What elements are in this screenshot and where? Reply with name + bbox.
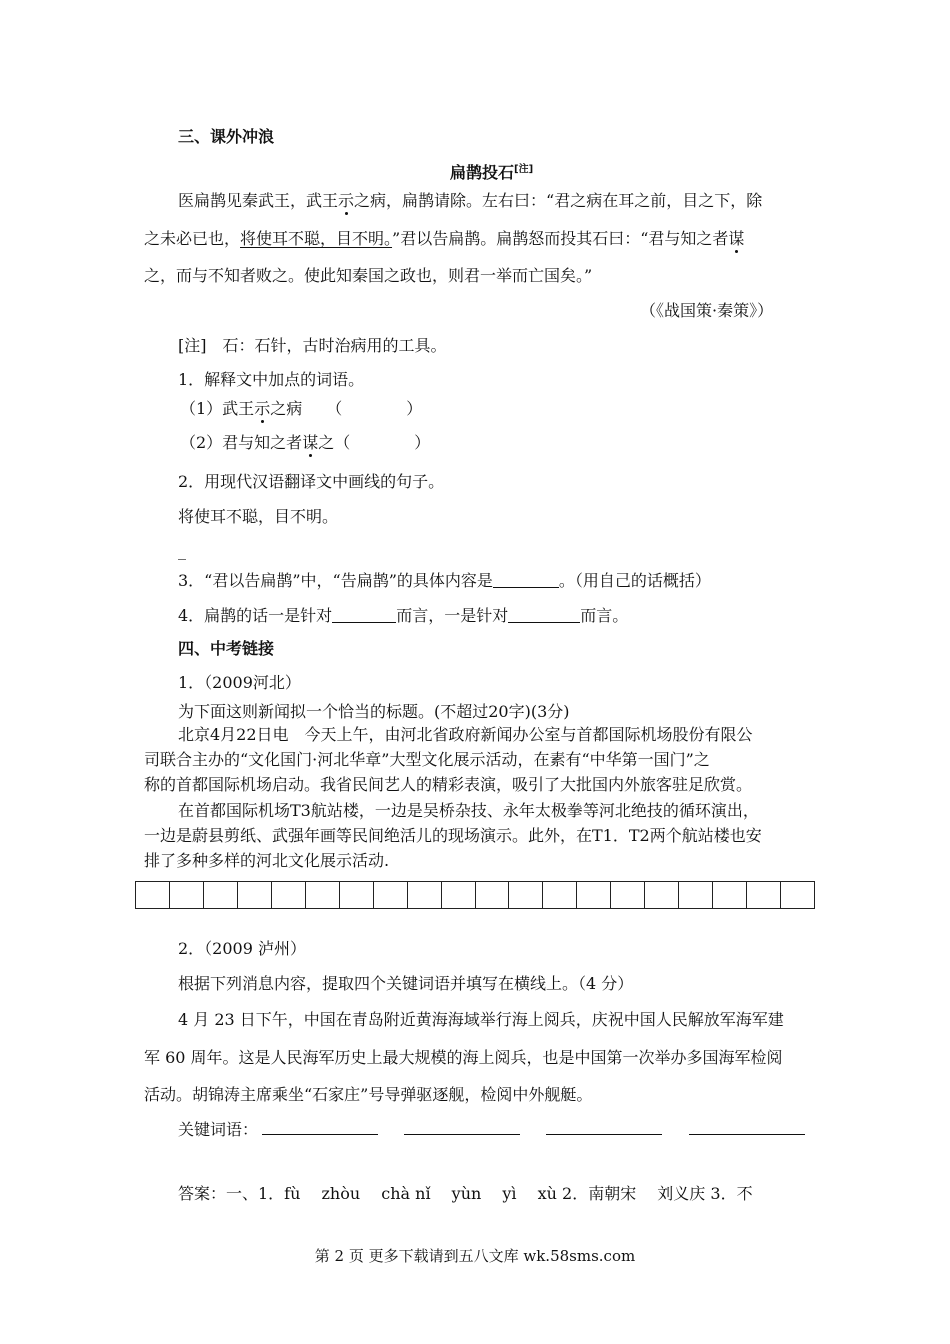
dotted-word-shi: 示 [338, 191, 355, 210]
grid-cell[interactable] [645, 882, 679, 908]
dotted-word-shi: 示 [254, 399, 271, 418]
grid-cell[interactable] [476, 882, 510, 908]
question-text: 。（用自己的话概括） [558, 571, 711, 590]
grid-cell[interactable] [713, 882, 747, 908]
passage-text: ”君以告扁鹊。扁鹊怒而投其石曰：“君与知之者 [392, 229, 729, 248]
message-line: 军 60 周年。这是人民海军历史上最大规模的海上阅兵，也是中国第一次举办多国海军检阅 [144, 1048, 783, 1067]
grid-cell[interactable] [509, 882, 543, 908]
grid-cell[interactable] [543, 882, 577, 908]
question-4 [178, 605, 628, 627]
news-line: 排了多种多样的河北文化展示活动. [144, 851, 390, 870]
grid-cell[interactable] [238, 882, 272, 908]
passage-line-2 [144, 228, 744, 250]
grid-cell[interactable] [611, 882, 645, 908]
section-4-heading: 四、中考链接 [178, 639, 275, 658]
page-footer: 第 2 页 更多下载请到五八文库 wk.58sms.com [314, 1247, 636, 1265]
question-text: 之病 （ ） [270, 399, 423, 418]
footnote: [注] 石：石针，古时治病用的工具。 [178, 336, 447, 355]
grid-cell[interactable] [408, 882, 442, 908]
passage-line-1 [178, 190, 762, 212]
keywords-label: 关键词语： [178, 1120, 259, 1139]
grid-cell[interactable] [136, 882, 170, 908]
question-2-sentence: 将使耳不聪，目不明。 [178, 507, 339, 526]
message-line: 4 月 23 日下午，中国在青岛附近黄海海域举行海上阅兵，庆祝中国人民解放军海军建 [178, 1010, 784, 1029]
question-text: 3．“君以告扁鹊”中，“告扁鹊”的具体内容是 [178, 571, 493, 590]
dotted-word-mou: 谋 [728, 229, 745, 248]
dotted-word-mou: 谋 [302, 433, 319, 452]
grid-cell[interactable] [374, 882, 408, 908]
grid-cell[interactable] [442, 882, 476, 908]
fill-blank[interactable] [332, 606, 396, 623]
keyword-blank[interactable] [262, 1134, 378, 1135]
news-line: 在首都国际机场T3航站楼，一边是吴桥杂技、永年太极拳等河北绝技的循环演出， [178, 801, 759, 820]
news-line: 司联合主办的“文化国门·河北华章”大型文化展示活动，在素有“中华第一国门”之 [144, 750, 710, 769]
passage-text: 医扁鹊见秦武王，武王 [178, 191, 339, 210]
item-1-prompt: 为下面这则新闻拟一个恰当的标题。(不超过20字)(3分) [178, 702, 570, 721]
grid-cell[interactable] [204, 882, 238, 908]
question-text: 而言。 [580, 606, 629, 625]
news-line: 北京4月22日电 今天上午，由河北省政府新闻办公室与首都国际机场股份有限公 [178, 725, 753, 744]
passage-line-3: 之，而与不知者败之。使此知秦国之政也，则君一举而亡国矣。” [144, 266, 593, 285]
section-3-heading: 三、课外冲浪 [178, 127, 275, 146]
underlined-sentence: 将使耳不聪，目不明。 [240, 229, 393, 248]
item-2-prompt: 根据下列消息内容，提取四个关键词语并填写在横线上。（4 分） [178, 974, 634, 993]
grid-cell[interactable] [577, 882, 611, 908]
message-line: 活动。胡锦涛主席乘坐“石家庄”号导弹驱逐舰，检阅中外舰艇。 [144, 1085, 593, 1104]
question-text: （2）君与知之者 [180, 433, 303, 452]
grid-cell[interactable] [170, 882, 204, 908]
grid-cell[interactable] [781, 882, 814, 908]
keyword-blank[interactable] [404, 1134, 520, 1135]
question-3 [178, 570, 711, 592]
question-text: 而言，一是针对 [396, 606, 509, 625]
grid-cell[interactable] [747, 882, 781, 908]
grid-cell[interactable] [679, 882, 713, 908]
passage-title [450, 159, 533, 184]
answer-blank: _ [178, 541, 186, 560]
question-1: 1．解释文中加点的词语。 [178, 370, 365, 389]
question-1-1 [180, 398, 422, 420]
passage-source: （《战国策·秦策》） [640, 301, 774, 320]
grid-cell[interactable] [306, 882, 340, 908]
question-text: （1）武王 [180, 399, 255, 418]
fill-blank[interactable] [508, 606, 580, 623]
grid-cell[interactable] [272, 882, 306, 908]
grid-cell[interactable] [340, 882, 374, 908]
item-2-label: 2．（2009 泸州） [178, 939, 306, 958]
question-1-2 [180, 432, 430, 454]
keyword-blank[interactable] [689, 1134, 805, 1135]
answer-grid[interactable] [135, 881, 815, 909]
news-line: 一边是蔚县剪纸、武强年画等民间绝活儿的现场演示。此外，在T1．T2两个航站楼也安 [144, 826, 762, 845]
question-text: 之（ ） [318, 433, 431, 452]
title-note-mark: [注] [514, 164, 534, 175]
fill-blank[interactable] [493, 571, 559, 588]
item-1-label: 1．（2009河北） [178, 673, 301, 692]
question-text: 4．扁鹊的话一是针对 [178, 606, 333, 625]
answers-line: 答案：一、1．fù zhòu chà nǐ yùn yì xù 2．南朝宋 刘义庆 3．不 [178, 1184, 753, 1203]
question-2: 2．用现代汉语翻译文中画线的句子。 [178, 472, 445, 491]
passage-text: 之病，扁鹊请除。左右曰：“君之病在耳之前，目之下，除 [354, 191, 763, 210]
news-line: 称的首都国际机场启动。我省民间艺人的精彩表演，吸引了大批国内外旅客驻足欣赏。 [144, 775, 753, 794]
passage-title-text: 扁鹊投石 [450, 163, 515, 182]
keyword-blank[interactable] [546, 1134, 662, 1135]
passage-text: 之未必已也， [144, 229, 241, 248]
